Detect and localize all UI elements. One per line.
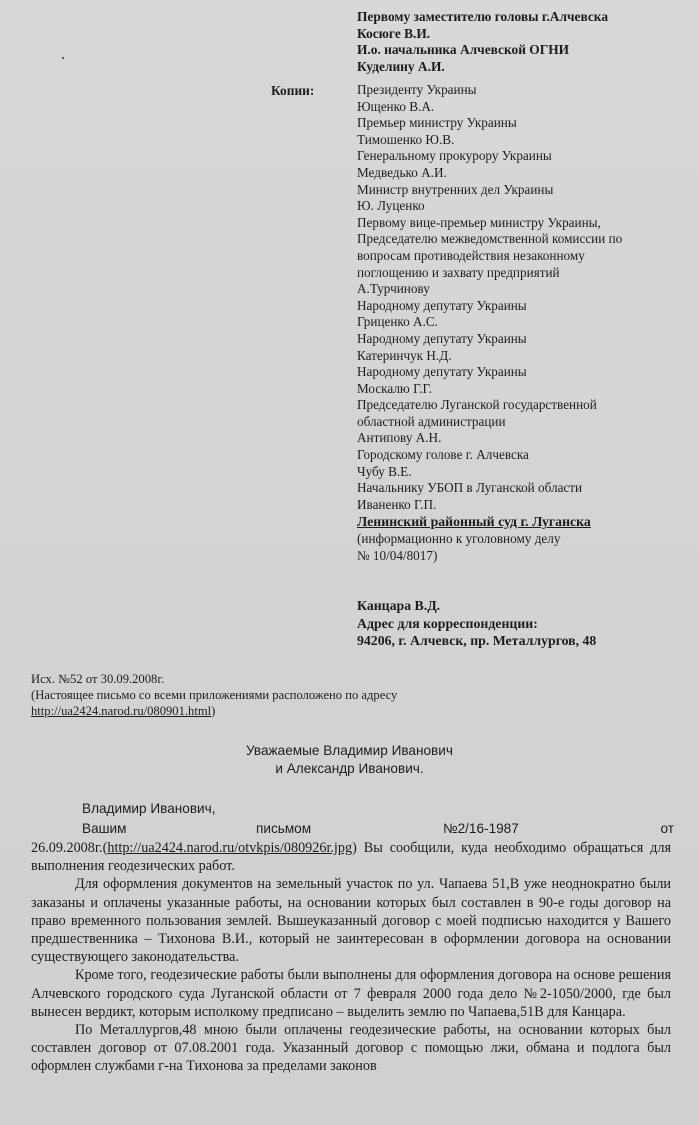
copy-recipient: Иваненко Г.П. <box>357 496 437 512</box>
greeting-line: Уважаемые Владимир Иванович <box>246 743 453 758</box>
letter-url-link[interactable]: http://ua2424.narod.ru/080901.html <box>31 704 212 718</box>
copy-recipient: Президенту Украины <box>357 82 477 97</box>
copy-recipient: Чубу В.Е. <box>357 463 412 479</box>
first-row-word: Вашим <box>82 821 127 836</box>
scan-speck <box>62 57 64 59</box>
copies-list <box>357 82 692 565</box>
reference-block <box>31 671 671 719</box>
court-info-line: (информационно к уголовному делу <box>357 531 561 547</box>
copy-recipient: Премьер министру Украины <box>357 115 517 131</box>
first-row-word: №2/16-1987 <box>443 821 519 836</box>
reference-note: (Настоящее письмо со всеми приложениями расположено по адресу <box>31 688 398 702</box>
copy-recipient: Городскому голове г. Алчевска <box>357 447 529 463</box>
salutation: Владимир Иванович, <box>82 801 216 816</box>
copy-recipient: Гриценко А.С. <box>357 314 438 330</box>
addressee-line: И.о. начальника Алчевской ОГНИ <box>357 42 570 58</box>
copy-recipient: Народному депутату Украины <box>357 297 527 313</box>
copy-recipient: Москалю Г.Г. <box>357 380 432 396</box>
body-paragraph <box>31 839 671 875</box>
copies-label: Копии: <box>271 83 315 98</box>
court-info-line: № 10/04/8017) <box>357 548 438 564</box>
court-name: Ленинский районный суд г. Луганска <box>357 514 591 530</box>
body-paragraph: Для оформления документов на земельный участок по ул. Чапаева 51,В уже неоднократно были заказаны и оплачены указанные работы, на основании которых был составлен в 90-е годы договор на право временного пользования землей. Вышеуказанный договор с моей подписью находится у Вашего предшественника – Тихонова В.И., который не заинтересован в оформлении договора на основании существующего законодательства. <box>31 876 671 966</box>
copy-recipient: Антипову А.Н. <box>357 430 442 446</box>
copy-recipient: Председателю межведомственной комиссии по <box>357 231 623 247</box>
body-paragraph: Кроме того, геодезические работы были выполнены для оформления договора на основе решения Алчевского городского суда Луганской области от 7 февраля 2000 года дело №2-1050/2000, где был вынесен вердикт, которым исполкому предписано – выделить землю по Чапаева,51В для Канцара. <box>31 967 671 1020</box>
sender-block <box>357 597 692 650</box>
first-body-row <box>82 821 674 839</box>
reference-link-close: ) <box>211 704 216 718</box>
copy-recipient: Министр внутренних дел Украины <box>357 181 554 197</box>
copy-recipient: А.Турчинову <box>357 281 430 297</box>
copy-recipient: Народному депутату Украины <box>357 330 527 346</box>
copy-recipient: поглощению и захвату предприятий <box>357 264 560 280</box>
copy-recipient: областной администрации <box>357 413 506 429</box>
first-row-word: от <box>660 821 674 836</box>
sender-name: Канцара В.Д. <box>357 598 441 613</box>
sender-address-label: Адрес для корреспонденции: <box>357 615 538 631</box>
copy-recipient: Ющенко В.А. <box>357 98 435 114</box>
addressee-line: Первому заместителю головы г.Алчевска <box>357 9 609 24</box>
copy-recipient: Тимошенко Ю.В. <box>357 131 455 147</box>
copy-recipient: Катеринчук Н.Д. <box>357 347 452 363</box>
copy-recipient: Председателю Луганской государственной <box>357 397 597 413</box>
copy-recipient: Ю. Луценко <box>357 198 425 214</box>
letter-body <box>31 839 671 1076</box>
greeting <box>0 742 699 777</box>
sender-address: 94206, г. Алчевск, пр. Металлургов, 48 <box>357 633 597 649</box>
copy-recipient: Генеральному прокурору Украины <box>357 148 552 164</box>
reply-letter-link[interactable]: http://ua2424.narod.ru/otvkpis/080926r.jpg <box>107 840 353 856</box>
reply-date: 26.09.2008г.( <box>31 840 108 856</box>
addressee-block <box>357 9 692 75</box>
body-paragraph: По Металлургов,48 мною были оплачены геодезические работы, на основании которых был составлен договор от 07.08.2001 года. Указанный договор с помощью лжи, обмана и подлога был оформлен службами г-на Тихонова за пределами законов <box>31 1022 671 1075</box>
copy-recipient: Медведько А.И. <box>357 164 447 180</box>
reference-link-line <box>31 703 671 719</box>
first-row-word: письмом <box>256 821 312 836</box>
greeting-line: и Александр Иванович. <box>275 760 424 776</box>
outgoing-number: Исх. №52 от 30.09.2008г. <box>31 672 165 686</box>
paragraph-text: ) Вы сообщили, куда необходимо обращаться для выполнения геодезических работ. <box>31 840 671 875</box>
copy-recipient: Народному депутату Украины <box>357 364 527 380</box>
copy-recipient: Первому вице-премьер министру Украины, <box>357 214 601 230</box>
copy-recipient: Начальнику УБОП в Луганской области <box>357 480 583 496</box>
addressee-line: Куделину А.И. <box>357 58 445 74</box>
addressee-line: Косюге В.И. <box>357 25 431 41</box>
copy-recipient: вопросам противодействия незаконному <box>357 247 585 263</box>
